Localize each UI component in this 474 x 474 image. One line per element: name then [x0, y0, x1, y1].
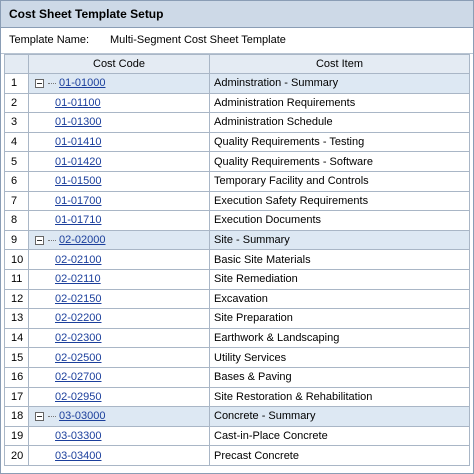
cost-code-cell — [29, 309, 210, 329]
cost-code-link[interactable]: 02-02110 — [55, 273, 101, 286]
table-row[interactable] — [5, 250, 470, 270]
row-number: 11 — [5, 269, 29, 289]
cost-code-cell — [29, 211, 210, 231]
row-number: 15 — [5, 348, 29, 368]
cost-item-cell: Administration Schedule — [210, 113, 470, 133]
cost-code-link[interactable]: 01-01000 — [59, 77, 106, 90]
cost-code-cell — [29, 191, 210, 211]
tree-connector — [48, 416, 56, 417]
collapse-minus-icon[interactable] — [35, 236, 44, 245]
cost-item-cell: Site Preparation — [210, 309, 470, 329]
cost-item-cell: Execution Safety Requirements — [210, 191, 470, 211]
cost-code-link[interactable]: 01-01100 — [55, 96, 101, 109]
table-row[interactable] — [5, 191, 470, 211]
cost-code-link[interactable]: 01-01300 — [55, 116, 102, 129]
row-number: 9 — [5, 230, 29, 250]
cost-code-cell — [29, 426, 210, 446]
cost-item-cell: Earthwork & Landscaping — [210, 328, 470, 348]
cost-code-cell — [29, 250, 210, 270]
panel-title: Cost Sheet Template Setup — [1, 1, 473, 28]
cost-code-link[interactable]: 02-02950 — [55, 390, 102, 403]
cost-item-cell: Administration Requirements — [210, 93, 470, 113]
cost-code-link[interactable]: 01-01410 — [55, 136, 102, 149]
cost-code-header[interactable]: Cost Code — [29, 55, 210, 74]
template-name-row — [1, 28, 473, 54]
row-number: 18 — [5, 407, 29, 427]
cost-code-link[interactable]: 03-03000 — [59, 410, 106, 423]
template-name-label: Template Name: — [9, 34, 90, 46]
table-row[interactable] — [5, 309, 470, 329]
table-row[interactable] — [5, 387, 470, 407]
collapse-minus-icon[interactable] — [35, 412, 44, 421]
cost-item-cell: Bases & Paving — [210, 367, 470, 387]
cost-code-link[interactable]: 01-01700 — [55, 194, 102, 207]
cost-code-cell — [29, 328, 210, 348]
cost-item-cell: Basic Site Materials — [210, 250, 470, 270]
cost-code-link[interactable]: 02-02150 — [55, 292, 102, 305]
cost-code-cell — [29, 171, 210, 191]
cost-item-cell: Site Restoration & Rehabilitation — [210, 387, 470, 407]
cost-code-link[interactable]: 01-01500 — [55, 175, 102, 188]
template-name-value: Multi-Segment Cost Sheet Template — [110, 34, 286, 46]
table-row[interactable] — [5, 113, 470, 133]
table-row[interactable] — [5, 367, 470, 387]
row-number: 12 — [5, 289, 29, 309]
table-row-group[interactable] — [5, 74, 470, 94]
table-row[interactable] — [5, 348, 470, 368]
row-number: 1 — [5, 74, 29, 94]
cost-item-cell: Precast Concrete — [210, 446, 470, 466]
cost-code-cell — [29, 74, 210, 94]
cost-code-table — [4, 54, 470, 466]
cost-item-cell: Quality Requirements - Testing — [210, 132, 470, 152]
cost-item-cell: Cast-in-Place Concrete — [210, 426, 470, 446]
cost-item-cell: Site - Summary — [210, 230, 470, 250]
row-number: 10 — [5, 250, 29, 270]
cost-item-header[interactable]: Cost Item — [210, 55, 470, 74]
table-row-group[interactable] — [5, 230, 470, 250]
row-number: 19 — [5, 426, 29, 446]
table-row[interactable] — [5, 152, 470, 172]
cost-code-link[interactable]: 02-02000 — [59, 234, 106, 247]
cost-code-cell — [29, 348, 210, 368]
table-row[interactable] — [5, 328, 470, 348]
cost-code-link[interactable]: 01-01420 — [55, 155, 102, 168]
row-number-header — [5, 55, 29, 74]
cost-code-link[interactable]: 02-02500 — [55, 351, 102, 364]
cost-code-cell — [29, 289, 210, 309]
row-number: 2 — [5, 93, 29, 113]
cost-item-cell: Excavation — [210, 289, 470, 309]
cost-code-cell — [29, 132, 210, 152]
cost-code-cell — [29, 230, 210, 250]
row-number: 13 — [5, 309, 29, 329]
table-row[interactable] — [5, 289, 470, 309]
cost-code-cell — [29, 113, 210, 133]
cost-code-link[interactable]: 02-02200 — [55, 312, 102, 325]
cost-code-link[interactable]: 02-02300 — [55, 332, 102, 345]
cost-code-cell — [29, 367, 210, 387]
row-number: 20 — [5, 446, 29, 466]
cost-code-link[interactable]: 01-01710 — [55, 214, 102, 227]
table-row-group[interactable] — [5, 407, 470, 427]
cost-code-cell — [29, 93, 210, 113]
table-row[interactable] — [5, 426, 470, 446]
cost-item-cell: Concrete - Summary — [210, 407, 470, 427]
table-header-row — [5, 55, 470, 74]
row-number: 5 — [5, 152, 29, 172]
row-number: 16 — [5, 367, 29, 387]
cost-code-cell — [29, 269, 210, 289]
cost-code-cell — [29, 407, 210, 427]
table-row[interactable] — [5, 171, 470, 191]
collapse-minus-icon[interactable] — [35, 79, 44, 88]
tree-connector — [48, 240, 56, 241]
cost-code-link[interactable]: 02-02100 — [55, 253, 102, 266]
table-row[interactable] — [5, 132, 470, 152]
table-row[interactable] — [5, 446, 470, 466]
cost-item-cell: Temporary Facility and Controls — [210, 171, 470, 191]
table-row[interactable] — [5, 269, 470, 289]
table-row[interactable] — [5, 211, 470, 231]
cost-item-cell: Site Remediation — [210, 269, 470, 289]
table-row[interactable] — [5, 93, 470, 113]
row-number: 3 — [5, 113, 29, 133]
cost-item-cell: Quality Requirements - Software — [210, 152, 470, 172]
cost-item-cell: Utility Services — [210, 348, 470, 368]
cost-code-link[interactable]: 03-03400 — [55, 449, 102, 462]
row-number: 14 — [5, 328, 29, 348]
row-number: 7 — [5, 191, 29, 211]
row-number: 17 — [5, 387, 29, 407]
cost-code-link[interactable]: 03-03300 — [55, 429, 102, 442]
row-number: 8 — [5, 211, 29, 231]
cost-code-cell — [29, 152, 210, 172]
cost-item-cell: Adminstration - Summary — [210, 74, 470, 94]
cost-code-cell — [29, 387, 210, 407]
cost-code-cell — [29, 446, 210, 466]
row-number: 4 — [5, 132, 29, 152]
tree-connector — [48, 83, 56, 84]
cost-code-link[interactable]: 02-02700 — [55, 371, 102, 384]
cost-item-cell: Execution Documents — [210, 211, 470, 231]
row-number: 6 — [5, 171, 29, 191]
